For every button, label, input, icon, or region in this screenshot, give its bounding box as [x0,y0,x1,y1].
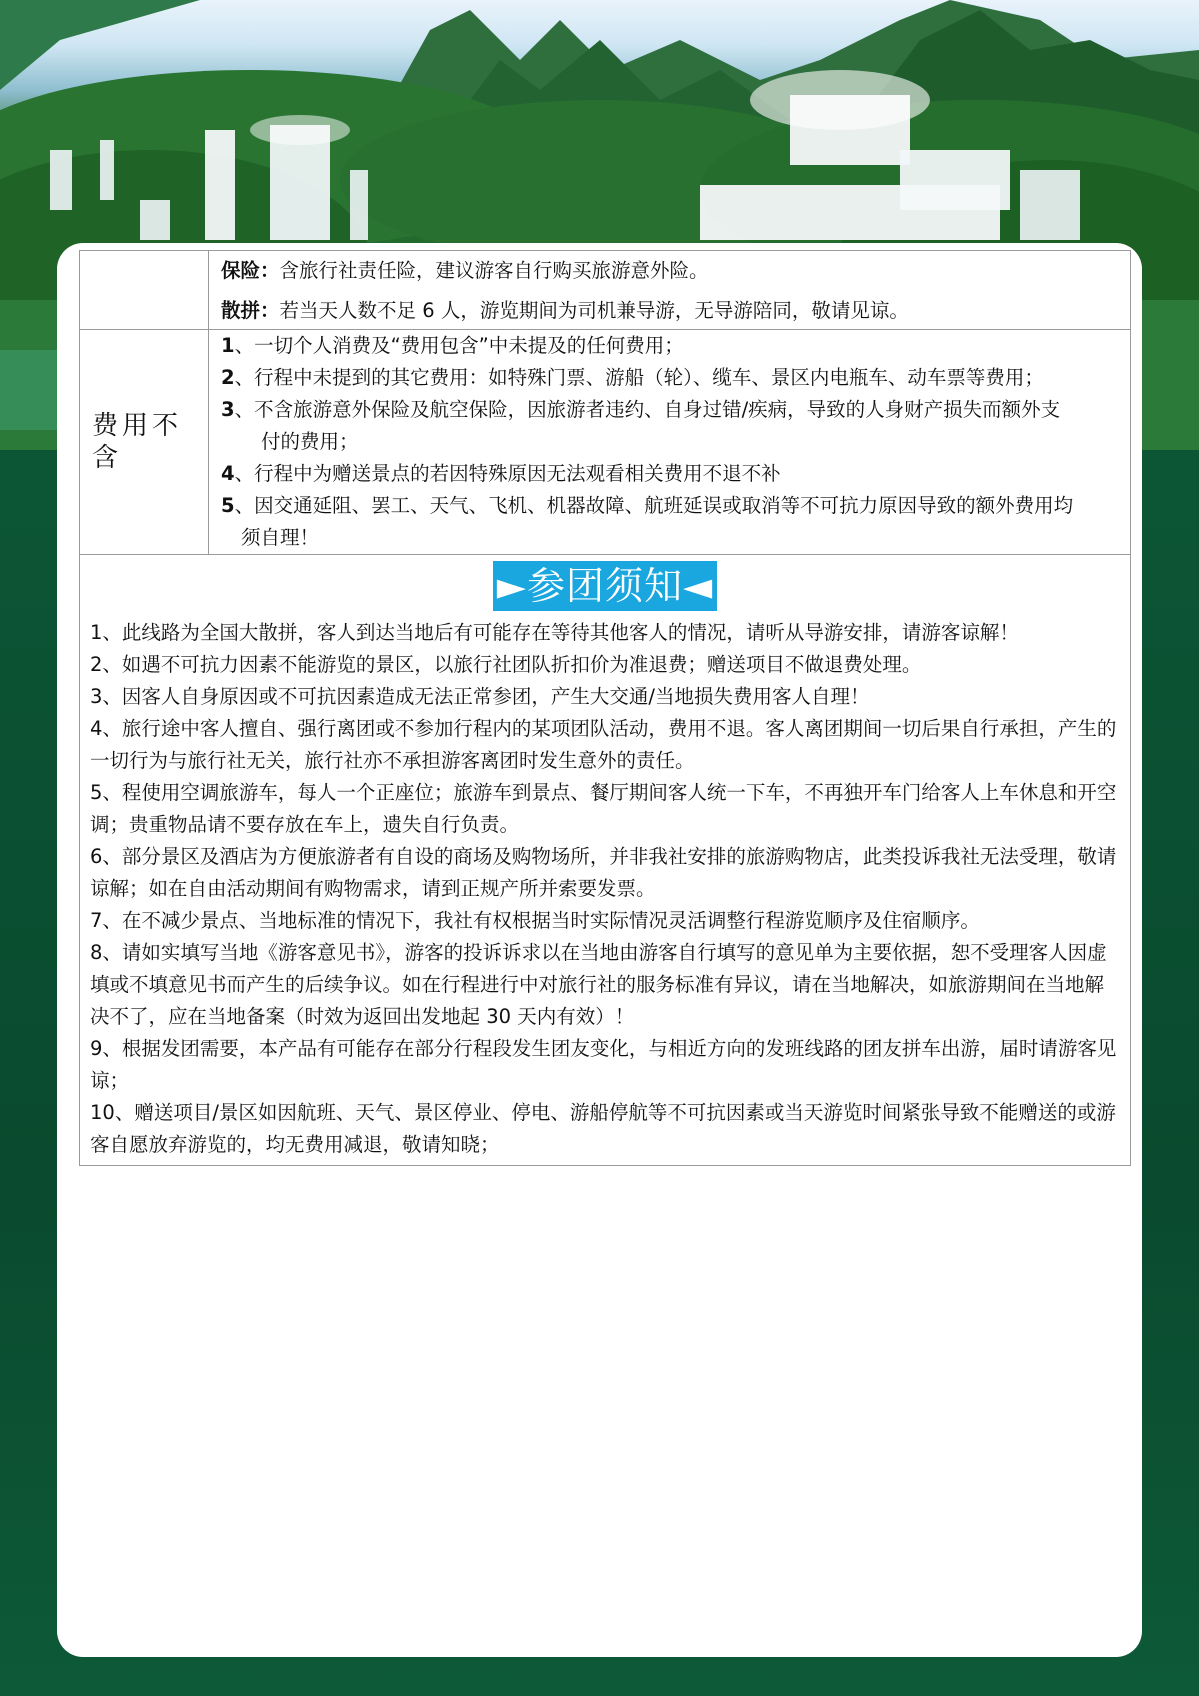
exclusion-item [221,458,1122,490]
item-text: 、一切个人消费及“费用包含”中未提及的任何费用； [234,334,684,357]
itinerary-table [79,250,1131,1166]
insurance-cell [209,251,1131,330]
notice-item: 7、在不减少景点、当地标准的情况下，我社有权根据当时实际情况灵活调整行程游览顺序及住宿顺序。 [90,909,980,932]
insurance-line [221,255,1122,287]
exclusion-item [221,394,1122,458]
item-number: 1 [221,334,235,357]
insurance-text: 含旅行社责任险，建议游客自行购买旅游意外险。 [279,259,709,282]
notice-cell [80,555,1131,1166]
exclusions-label: 费用不含 [80,330,209,555]
notice-item: 9、根据发团需要，本产品有可能存在部分行程段发生团友变化，与相近方向的发班线路的团友拼车出游，届时请游客见谅； [90,1037,1117,1092]
exclusion-item [221,330,1122,362]
item-number: 3 [221,398,235,421]
notice-title: ►参团须知◄ [493,561,717,611]
table-row-exclusions [80,330,1131,555]
notice-title-wrap [90,561,1120,611]
item-text-continued: 付的费用； [261,430,359,453]
notice-item: 8、请如实填写当地《游客意见书》，游客的投诉诉求以在当地由游客自行填写的意见单为主要依据，恕不受理客人因虚填或不填意见书而产生的后续争议。如在行程进行中对旅行社的服务标准有异议，请在当地解决，如旅游期间在当地解决不了，应在当地备案（时效为返回出发地起 30 天内有效）！ [90,941,1107,1028]
table-row-insurance [80,251,1131,330]
exclusion-item [221,362,1122,394]
exclusions-cell [209,330,1131,555]
notice-item: 1、此线路为全国大散拼，客人到达当地后有可能存在等待其他客人的情况，请听从导游安排，请游客谅解！ [90,621,1019,644]
notice-item: 5、程使用空调旅游车，每人一个正座位；旅游车到景点、餐厅期间客人统一下车，不再独开车门给客人上车休息和开空调；贵重物品请不要存放在车上，遗失自行负责。 [90,781,1117,836]
notice-item: 3、因客人自身原因或不可抗因素造成无法正常参团，产生大交通/当地损失费用客人自理！ [90,685,870,708]
item-number: 2 [221,366,235,389]
item-text: 、不含旅游意外保险及航空保险，因旅游者违约、自身过错/疾病，导致的人身财产损失而额外支 [234,398,1061,421]
item-number: 5 [221,494,235,517]
item-text-continued: 须自理！ [241,526,320,549]
notice-item: 10、赠送项目/景区如因航班、天气、景区停业、停电、游船停航等不可抗因素或当天游览时间紧张导致不能赠送的或游客自愿放弃游览的，均无费用减退，敬请知晓； [90,1101,1116,1156]
notice-item: 4、旅行途中客人擅自、强行离团或不参加行程内的某项团队活动，费用不退。客人离团期间一切后果自行承担，产生的一切行为与旅行社无关，旅行社亦不承担游客离团时发生意外的责任。 [90,717,1117,772]
item-text: 、行程中为赠送景点的若因特殊原因无法观看相关费用不退不补 [234,462,781,485]
table-row-notice [80,555,1131,1166]
item-text: 、因交通延阻、罢工、天气、飞机、机器故障、航班延误或取消等不可抗力原因导致的额外费用均 [234,494,1074,517]
item-text: 、行程中未提到的其它费用：如特殊门票、游船（轮）、缆车、景区内电瓶车、动车票等费用； [234,366,1044,389]
notice-item: 2、如遇不可抗力因素不能游览的景区，以旅行社团队折扣价为准退费；赠送项目不做退费处理。 [90,653,922,676]
item-number: 4 [221,462,235,485]
notice-item: 6、部分景区及酒店为方便旅游者有自设的商场及购物场所，并非我社安排的旅游购物店，此类投诉我社无法受理，敬请谅解；如在自由活动期间有购物需求，请到正规产所并索要发票。 [90,845,1117,900]
insurance-label: 保险： [221,259,280,282]
scatter-group-line [221,295,1122,327]
empty-label-cell [80,251,209,330]
exclusion-item [221,490,1122,554]
scatter-group-text: 若当天人数不足 6 人，游览期间为司机兼导游，无导游陪同，敬请见谅。 [279,299,909,322]
scatter-group-label: 散拼： [221,299,280,322]
